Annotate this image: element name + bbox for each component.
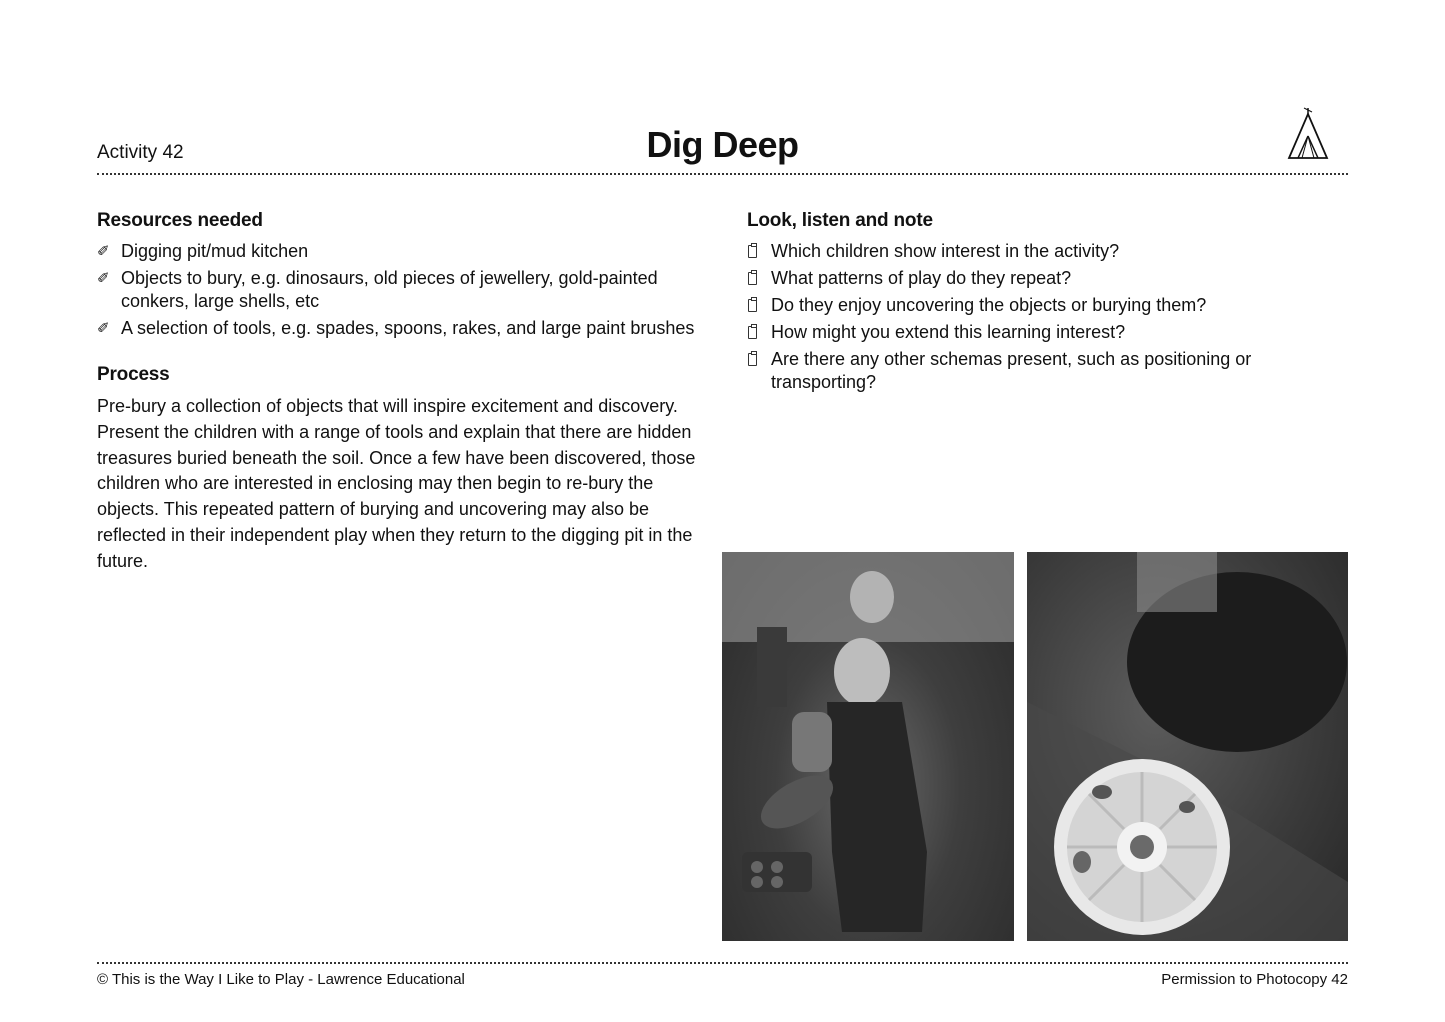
list-item <box>747 294 1347 317</box>
photo-child-digging <box>722 552 1014 941</box>
clipboard-icon <box>748 245 757 258</box>
pencil-icon: ✐ <box>97 270 110 287</box>
process-heading: Process <box>97 364 170 385</box>
list-item <box>747 267 1347 290</box>
resource-text: Objects to bury, e.g. dinosaurs, old pieces of jewellery, gold-painted conkers, large shells, etc <box>121 268 658 311</box>
question-text: How might you extend this learning interest? <box>771 322 1126 342</box>
resource-text: Digging pit/mud kitchen <box>121 241 309 261</box>
question-text: What patterns of play do they repeat? <box>771 268 1072 288</box>
clipboard-icon <box>748 272 757 285</box>
clipboard-icon <box>748 299 757 312</box>
look-listen-list <box>747 240 1347 394</box>
resources-list <box>97 240 697 340</box>
footer-permission: Permission to Photocopy 42 <box>1161 971 1348 988</box>
pencil-icon: ✐ <box>97 243 110 260</box>
left-column <box>97 210 697 575</box>
question-text: Do they enjoy uncovering the objects or burying them? <box>771 295 1207 315</box>
footer-copyright: © This is the Way I Like to Play - Lawrence Educational <box>97 971 465 988</box>
clipboard-icon <box>748 326 757 339</box>
list-item <box>747 348 1347 394</box>
right-column <box>747 210 1347 398</box>
pencil-icon: ✐ <box>97 320 110 337</box>
process-text: Pre-bury a collection of objects that will inspire excitement and discovery. Present the children with a range of tools and explain that there are hidden treasures buried beneath the soil. Once a few have been discovered, those children who are interested in enclosing may then begin to re-bury the objects. This repeated pattern of burying and uncovering may also be reflected in their independent play when they return to the digging pit in the future. <box>97 396 696 571</box>
question-text: Which children show interest in the activity? <box>771 241 1120 261</box>
list-item <box>97 267 697 313</box>
footer-divider <box>97 962 1348 964</box>
clipboard-icon <box>748 353 757 366</box>
resource-text: A selection of tools, e.g. spades, spoons, rakes, and large paint brushes <box>121 318 695 338</box>
question-text: Are there any other schemas present, such as positioning or transporting? <box>771 349 1252 392</box>
resources-heading: Resources needed <box>97 210 263 231</box>
tent-icon <box>1286 106 1330 162</box>
list-item <box>747 240 1347 263</box>
list-item <box>97 317 697 340</box>
page-title: Dig Deep <box>646 124 799 165</box>
activity-label: Activity 42 <box>97 142 184 163</box>
list-item <box>97 240 697 263</box>
list-item <box>747 321 1347 344</box>
look-listen-heading: Look, listen and note <box>747 210 933 231</box>
photo-child-burying <box>1027 552 1348 941</box>
header-divider <box>97 173 1348 175</box>
